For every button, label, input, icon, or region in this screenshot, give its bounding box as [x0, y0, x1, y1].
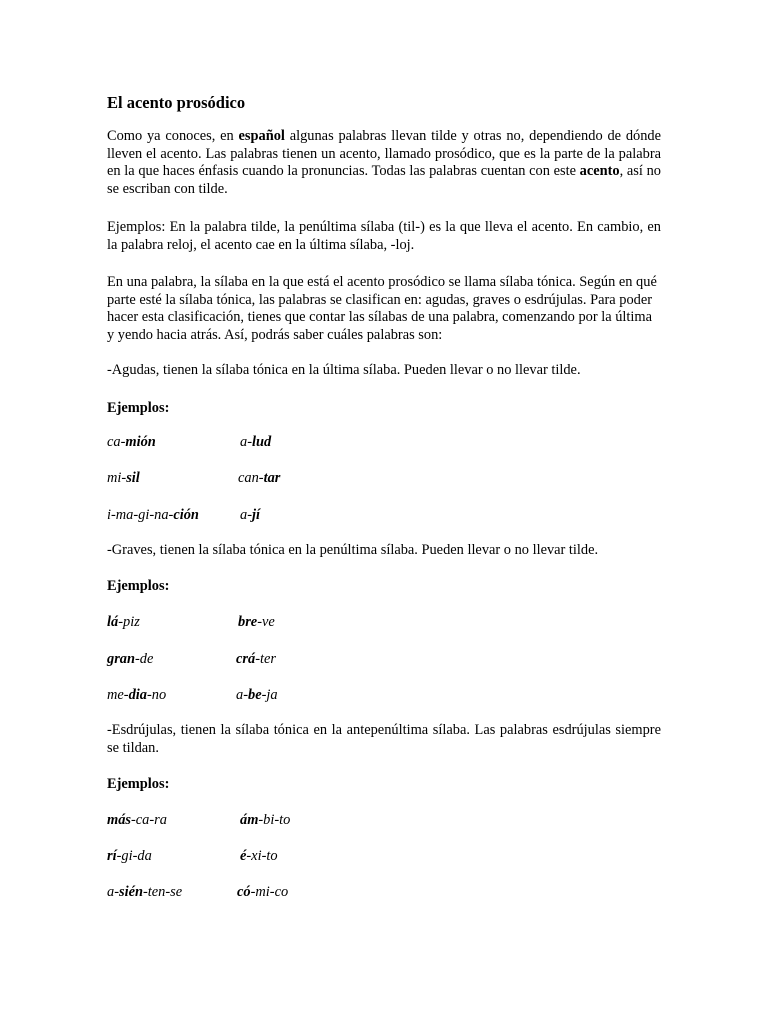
example-word: me-dia-no [107, 687, 167, 703]
intro-text-1: Como ya conoces, en [107, 128, 239, 144]
example-word: a-be-ja [236, 687, 278, 703]
example-word: bre-ve [238, 614, 275, 630]
examples-paragraph: Ejemplos: En la palabra tilde, la penúltima sílaba (til-) es la que lleva el acento. En cambio, en la palabra reloj, el acento cae en la última sílaba, -loj. [107, 219, 661, 253]
example-word: mi-sil [107, 470, 140, 486]
example-word: é-xi-to [240, 848, 278, 864]
intro-text-3: , así no se escriban con tilde. [107, 163, 661, 197]
example-word: gran-de [107, 651, 154, 667]
example-word: can-tar [238, 470, 281, 486]
intro-text-2: algunas palabras llevan tilde y otras no, dependiendo de dónde lleven el acento. Las palabras tienen un acento, llamado prosódico, que es la parte de la palabra en la que haces énfasis cuando la pronuncias. Todas las palabras cuentan con este [107, 128, 662, 180]
example-word: có-mi-co [237, 884, 289, 900]
example-word: crá-ter [236, 651, 276, 667]
agudas-description: -Agudas, tienen la sílaba tónica en la última sílaba. Pueden llevar o no llevar tilde. [107, 362, 581, 378]
intro-bold-acento: acento [579, 163, 620, 180]
example-word: a-sién-ten-se [107, 884, 183, 900]
example-word: a-jí [240, 507, 260, 523]
classification-paragraph: En una palabra, la sílaba en la que está el acento prosódico se llama sílaba tónica. Según en qué parte esté la sílaba tónica, las palabras se clasifican en: agudas, graves o esdrújulas. Para poder hacer esta clasificación, tienes que contar las sílabas de una palabra, comenzando por la última y yendo hacia atrás. Así, podrás saber cuáles palabras son: [107, 274, 657, 343]
example-word: ám-bi-to [240, 812, 291, 828]
graves-description: -Graves, tienen la sílaba tónica en la penúltima sílaba. Pueden llevar o no llevar tilde. [107, 542, 599, 558]
intro-paragraph [107, 128, 661, 198]
intro-bold-espanol: español [238, 128, 285, 144]
esdrujulas-description: -Esdrújulas, tienen la sílaba tónica en la antepenúltima sílaba. Las palabras esdrújulas siempre se tildan. [107, 722, 661, 756]
example-word: lá-piz [107, 614, 140, 630]
example-word: a-lud [240, 434, 272, 450]
example-word: ca-mión [107, 434, 156, 450]
graves-examples-heading: Ejemplos: [107, 578, 170, 594]
example-word: rí-gi-da [107, 848, 152, 864]
example-word: más-ca-ra [107, 812, 167, 828]
page-title: El acento prosódico [107, 93, 246, 112]
agudas-examples-heading: Ejemplos: [107, 400, 170, 416]
example-word: i-ma-gi-na-ción [107, 507, 199, 523]
esdrujulas-examples-heading: Ejemplos: [107, 776, 170, 792]
